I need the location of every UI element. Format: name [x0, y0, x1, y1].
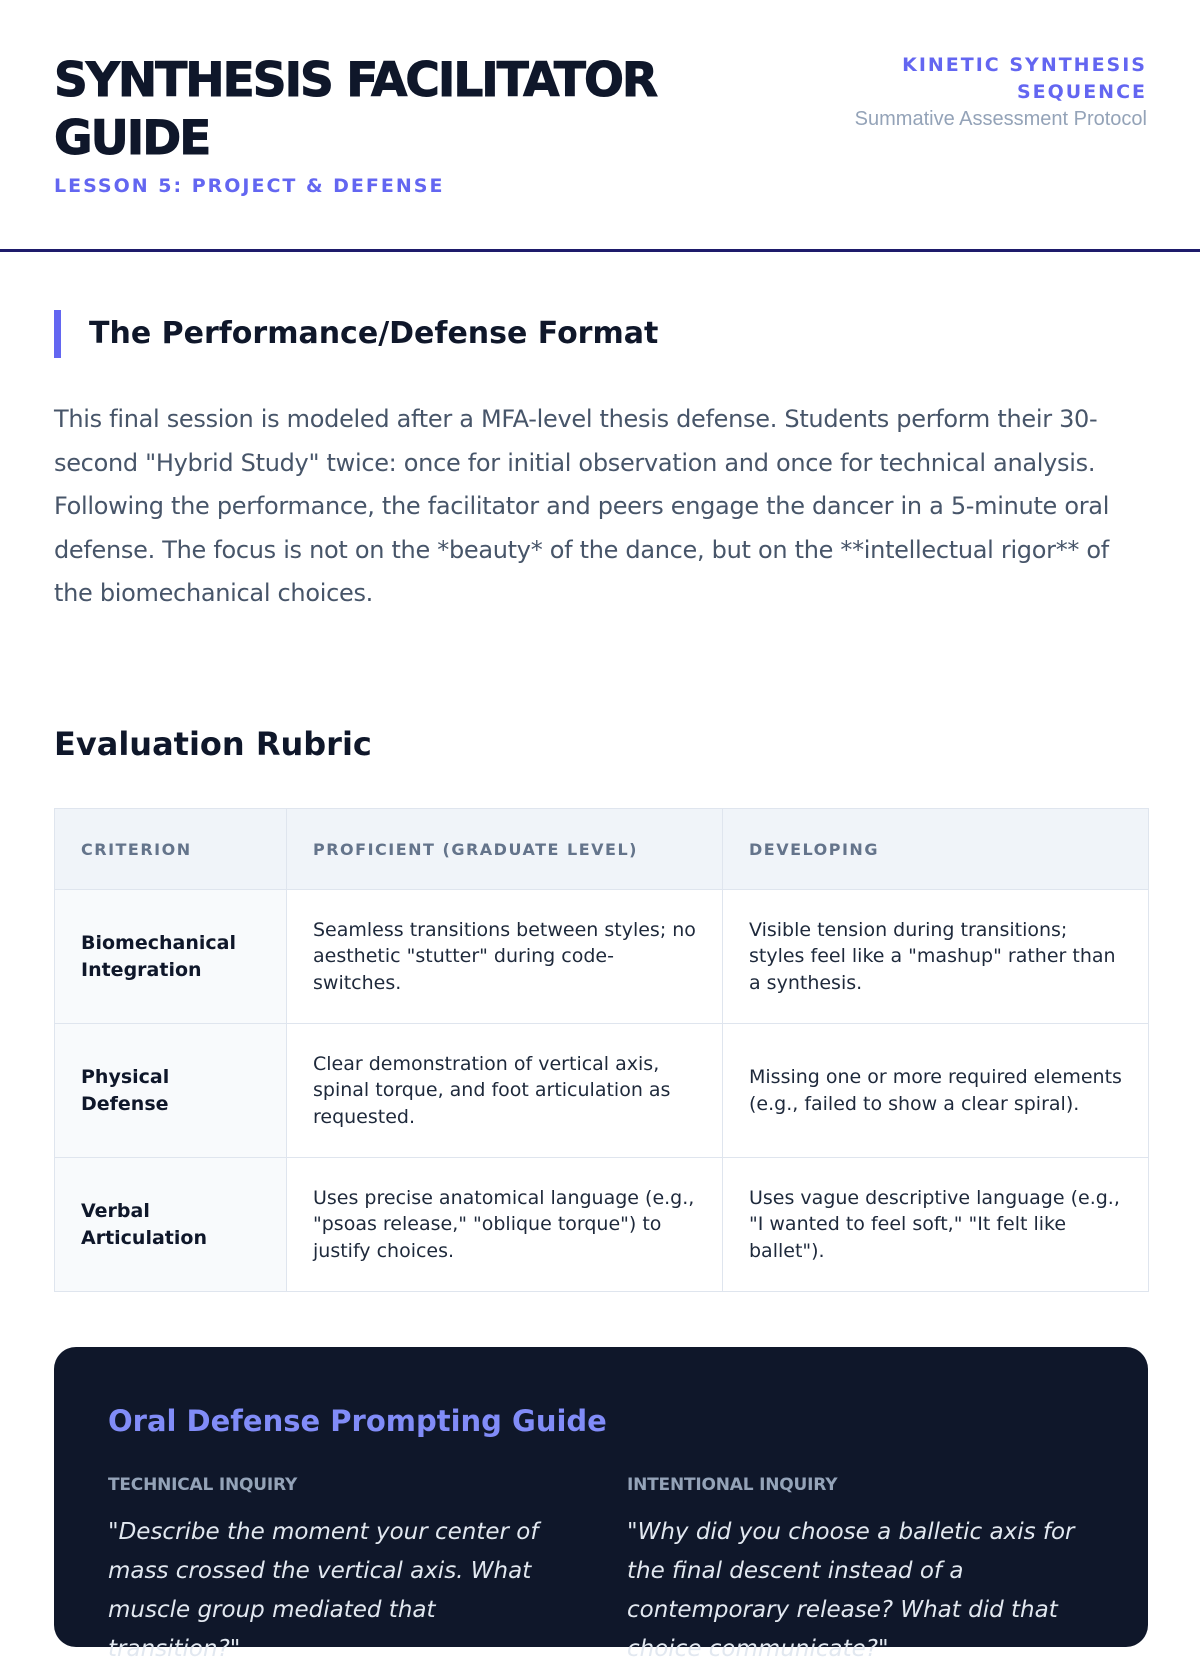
column-header-criterion: CRITERION — [55, 809, 287, 890]
table-row — [55, 890, 1149, 1024]
page-header — [0, 0, 1200, 252]
table-row — [55, 1024, 1149, 1158]
column-header-proficient: PROFICIENT (GRADUATE LEVEL) — [287, 809, 723, 890]
column-header-developing: DEVELOPING — [723, 809, 1149, 890]
intentional-inquiry — [627, 1473, 1087, 1669]
technical-inquiry-question: "Describe the moment your center of mass crossed the vertical axis. What muscle group mediated that transition?" — [108, 1519, 539, 1662]
format-section-heading — [54, 310, 658, 358]
proficient-cell: Uses precise anatomical language (e.g., "psoas release," "oblique torque") to justify choices. — [287, 1158, 723, 1292]
developing-cell: Visible tension during transitions; styles feel like a "mashup" rather than a synthesis. — [723, 890, 1149, 1024]
table-row — [55, 1158, 1149, 1292]
proficient-cell: Seamless transitions between styles; no aesthetic "stutter" during code-switches. — [287, 890, 723, 1024]
series-name: KINETIC SYNTHESIS SEQUENCE — [902, 54, 1147, 103]
proficient-cell: Clear demonstration of vertical axis, spinal torque, and foot articulation as requested. — [287, 1024, 723, 1158]
format-description: This final session is modeled after a MFA-level thesis defense. Students perform their 30-second "Hybrid Study" twice: once for initial observation and once for technical analysis. Following the performance, the facilitator and peers engage the dancer in a 5-minute oral defense. The focus is not on the *beauty* of the dance, but on the **intellectual rigor** of the biomechanical choices. — [54, 405, 1110, 607]
intentional-inquiry-label: INTENTIONAL INQUIRY — [627, 1475, 838, 1495]
format-section-title: The Performance/Defense Format — [89, 316, 659, 351]
series-subtitle: Summative Assessment Protocol — [854, 108, 1147, 130]
developing-cell: Missing one or more required elements (e.g., failed to show a clear spiral). — [723, 1024, 1149, 1158]
criterion-cell: Verbal Articulation — [55, 1158, 287, 1292]
criterion-cell: Physical Defense — [55, 1024, 287, 1158]
table-header-row — [55, 809, 1149, 890]
intentional-inquiry-question: "Why did you choose a balletic axis for the final descent instead of a contemporary release? What did that choice communicate?" — [627, 1519, 1075, 1662]
developing-cell: Uses vague descriptive language (e.g., "I wanted to feel soft," "It felt like ballet"). — [723, 1158, 1149, 1292]
technical-inquiry-label: TECHNICAL INQUIRY — [108, 1475, 298, 1495]
evaluation-rubric-table — [54, 808, 1149, 1292]
technical-inquiry — [108, 1473, 568, 1669]
lesson-subtitle: LESSON 5: PROJECT & DEFENSE — [54, 175, 445, 197]
prompt-guide-title: Oral Defense Prompting Guide — [108, 1404, 607, 1438]
page-title: SYNTHESIS FACILITATOR GUIDE — [54, 53, 657, 166]
criterion-cell: Biomechanical Integration — [55, 890, 287, 1024]
rubric-title: Evaluation Rubric — [54, 725, 372, 763]
oral-defense-prompt-card — [54, 1347, 1148, 1662]
series-info — [787, 52, 1147, 132]
